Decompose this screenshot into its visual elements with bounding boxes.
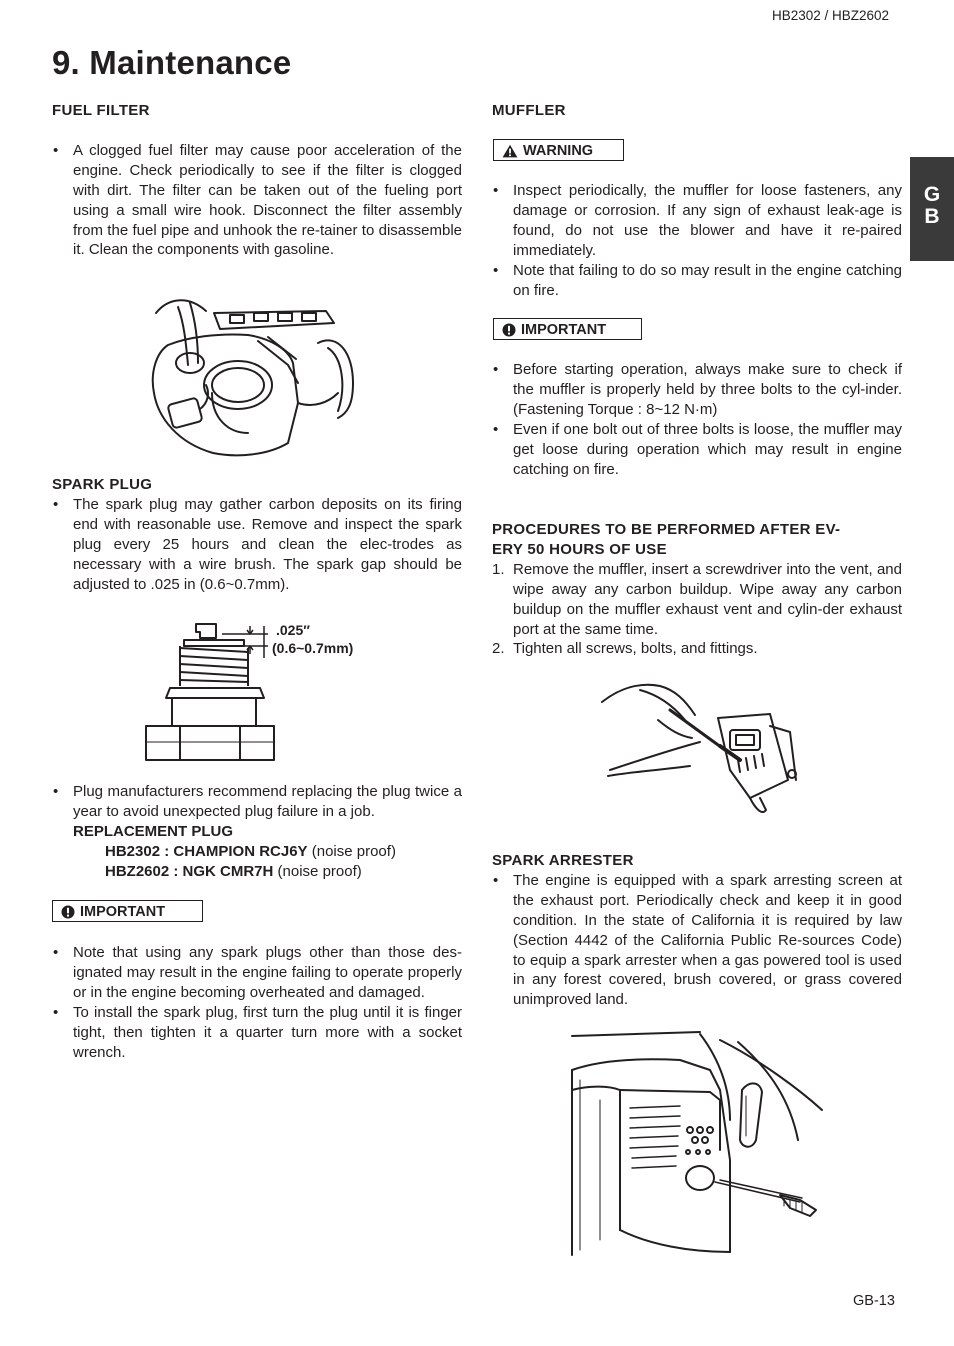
muffler-important-notice <box>493 318 642 340</box>
spark-plug-heading: SPARK PLUG <box>52 476 153 493</box>
warning-bullet-1: • Inspect periodically, the muffler for loose fasteners, any damage or corrosion. If any sign of exhaust leak-age is found, do not use the blower and have it re-paired immediately. <box>492 181 902 261</box>
fuel-filter-illustration <box>148 293 363 463</box>
procedure-step <box>492 639 902 659</box>
muffler-important-list <box>492 360 902 479</box>
important-bullet-1: • Note that using any spark plugs other than those des-ignated may result in the engine failing to operate properly or in the engine becoming overheated and damaged. <box>52 943 462 1003</box>
spark-plug-section <box>52 475 462 594</box>
page-number: GB-13 <box>853 1293 895 1309</box>
spark-plug-important-list <box>52 943 462 1062</box>
fuel-filter-list <box>52 141 462 260</box>
spark-arrester-heading: SPARK ARRESTER <box>492 852 634 869</box>
plug-1-model: HB2302 : CHAMPION RCJ6Y <box>105 842 308 860</box>
procedure-step <box>492 560 902 640</box>
step-text: Remove the muffler, insert a screwdriver into the vent, and wipe away any carbon buildup. Wipe away any carbon buildup on the muffler exhaust vent and cylin-der exhaust port at the same time. <box>513 560 902 638</box>
muffler-section <box>492 101 902 121</box>
language-tab <box>910 157 954 261</box>
replacement-list <box>52 782 462 882</box>
page-title: 9. Maintenance <box>52 44 292 81</box>
important-icon <box>502 323 516 337</box>
replacement-plug-heading: REPLACEMENT PLUG <box>73 822 234 840</box>
procedures-heading-line-2: ERY 50 HOURS OF USE <box>492 540 667 558</box>
plug-1-note: (noise proof) <box>311 842 396 860</box>
spark-plug-list <box>52 495 462 595</box>
model-number: HB2302 / HBZ2602 <box>772 8 890 23</box>
fuel-filter-heading: FUEL FILTER <box>52 102 150 119</box>
step-number: 1. <box>492 560 505 578</box>
spark-arrester-illustration <box>570 1030 825 1255</box>
replacement-bullet <box>52 782 462 882</box>
step-number: 2. <box>492 640 505 658</box>
fuel-filter-section <box>52 101 462 260</box>
spark-arrester-bullet: • The engine is equipped with a spark arresting screen at the exhaust port. Periodically check and keep it in good condition. In the state of California it is required by law (Section 4442 of the California Public Re-sources Code) to equip a spark arrester when a gas powered tool is used in any forest covered, brush covered, or grass covered unimproved land. <box>492 871 902 1010</box>
muffler-important-bullet-2: • Even if one bolt out of three bolts is loose, the muffler may get loose during operation which may result in engine catching on fire. <box>492 420 902 480</box>
tab-letter-b: B <box>924 205 940 228</box>
fuel-filter-bullet: • A clogged fuel filter may cause poor acceleration of the engine. Check periodically to see if the filter is clogged with dirt. The filter can be taken out of the fueling port using a small wire hook. Disconnect the filter assembly from the fuel pipe and unhook the re-tainer to disassemble it. Clean the components with gasoline. <box>52 141 462 260</box>
warning-label: WARNING <box>523 143 594 159</box>
muffler-warning-notice <box>493 139 624 161</box>
muffler-cleaning-illustration <box>600 680 800 820</box>
replacement-bullet-text: Plug manufacturers recommend replacing the plug twice a year to avoid unexpected plug failure in a job. <box>73 783 462 820</box>
procedures-list <box>492 560 902 660</box>
procedures-heading-line-1: PROCEDURES TO BE PERFORMED AFTER EV- <box>492 521 841 538</box>
warning-bullet-2: • Note that failing to do so may result in the engine catching on fire. <box>492 261 902 301</box>
spark-arrester-section <box>492 851 902 1010</box>
important-bullet-2: • To install the spark plug, first turn the plug until it is finger tight, then tighten it a quarter turn more with a socket wrench. <box>52 1003 462 1063</box>
warning-icon <box>502 144 518 158</box>
procedures-section <box>492 520 902 659</box>
replacement-plug-1 <box>73 842 462 862</box>
muffler-warning-list <box>492 181 902 300</box>
replacement-section <box>52 782 462 882</box>
important-label: IMPORTANT <box>521 322 607 338</box>
spark-plug-bullet: • The spark plug may gather carbon deposits on its firing end with reasonable use. Remove and inspect the spark plug every 25 hours and clean the elec-trodes as necessary with a wire brush. The spark gap should be adjusted to .025 in (0.6~0.7mm). <box>52 495 462 595</box>
tab-letter-g: G <box>923 183 941 206</box>
important-label: IMPORTANT <box>80 904 166 920</box>
spark-plug-important-notice <box>52 900 203 922</box>
spark-plug-important-section <box>52 943 462 1062</box>
plug-2-note: (noise proof) <box>277 862 362 880</box>
muffler-heading: MUFFLER <box>492 102 566 119</box>
step-text: Tighten all screws, bolts, and fittings. <box>513 640 758 658</box>
plug-2-model: HBZ2602 : NGK CMR7H <box>105 862 274 880</box>
gap-mm-label: (0.6~0.7mm) <box>272 640 354 656</box>
important-icon <box>61 905 75 919</box>
muffler-warning-section <box>492 181 902 300</box>
spark-arrester-list <box>492 871 902 1010</box>
muffler-important-bullet-1: • Before starting operation, always make sure to check if the muffler is properly held by three bolts to the cyl-inder. (Fastening Torque : 8~12 N·m) <box>492 360 902 420</box>
gap-inch-label: .025″ <box>276 622 310 638</box>
replacement-plug-2 <box>73 862 462 882</box>
muffler-important-section <box>492 360 902 479</box>
